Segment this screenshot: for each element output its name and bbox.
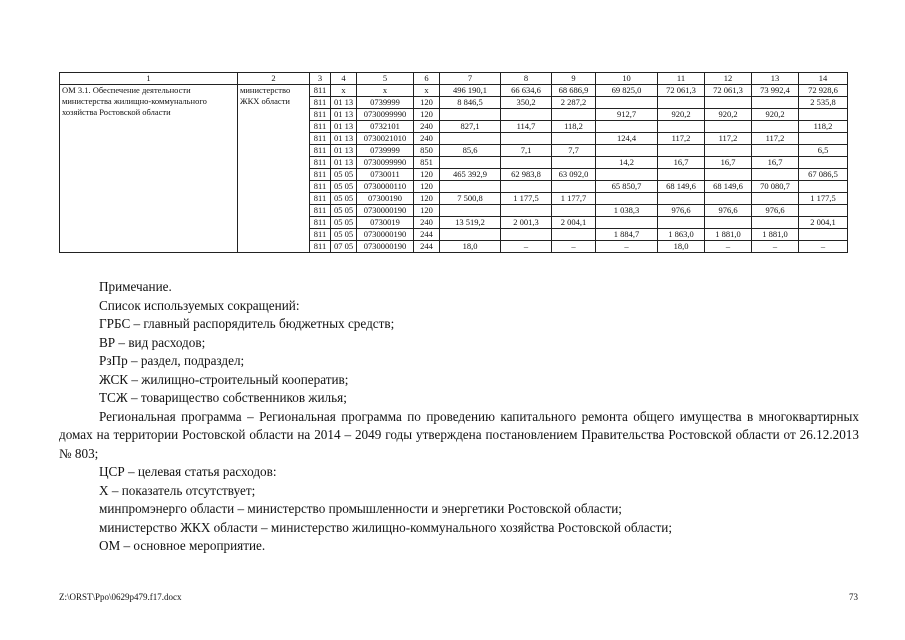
table-cell: 118,2 xyxy=(552,121,596,133)
table-cell: – xyxy=(705,241,752,253)
table-cell: 811 xyxy=(310,157,331,169)
table-cell: 68 686,9 xyxy=(552,85,596,97)
table-cell xyxy=(440,157,501,169)
table-cell: 0730000110 xyxy=(357,181,414,193)
table-cell: 18,0 xyxy=(658,241,705,253)
table-cell: 0739999 xyxy=(357,145,414,157)
table-cell: x xyxy=(357,85,414,97)
table-cell xyxy=(799,205,848,217)
table-cell: 920,2 xyxy=(705,109,752,121)
table-cell: 0730099990 xyxy=(357,157,414,169)
table-cell: – xyxy=(799,241,848,253)
table-cell xyxy=(705,217,752,229)
table-cell: 124,4 xyxy=(596,133,658,145)
table-cell xyxy=(552,157,596,169)
table-cell: 811 xyxy=(310,97,331,109)
budget-table xyxy=(59,72,848,253)
table-cell: 120 xyxy=(414,169,440,181)
header-cell: 5 xyxy=(357,73,414,85)
measure-name-cell: ОМ 3.1. Обеспечение деятельности министерства жилищно-коммунального хозяйства Ростовской области xyxy=(60,85,238,253)
table-cell: 1 884,7 xyxy=(596,229,658,241)
table-cell: 120 xyxy=(414,193,440,205)
table-cell: 05 05 xyxy=(331,229,357,241)
table-cell xyxy=(658,145,705,157)
table-cell xyxy=(596,193,658,205)
table-cell: 240 xyxy=(414,133,440,145)
table-cell: 2 287,2 xyxy=(552,97,596,109)
table-cell: 811 xyxy=(310,133,331,145)
table-cell xyxy=(752,97,799,109)
table-cell: 0739999 xyxy=(357,97,414,109)
table-cell: 2 535,8 xyxy=(799,97,848,109)
table-cell: 811 xyxy=(310,109,331,121)
table-cell: 05 05 xyxy=(331,169,357,181)
table-cell: 240 xyxy=(414,121,440,133)
note-title: Примечание. xyxy=(99,279,172,294)
table-cell xyxy=(705,97,752,109)
table-cell: 07 05 xyxy=(331,241,357,253)
abbreviation-item: ЖСК – жилищно-строительный кооператив; xyxy=(99,371,349,387)
table-cell: x xyxy=(414,85,440,97)
table-cell xyxy=(799,157,848,169)
table-cell: 63 092,0 xyxy=(552,169,596,181)
table-cell xyxy=(501,133,552,145)
table-cell: 244 xyxy=(414,229,440,241)
table-cell: 811 xyxy=(310,193,331,205)
table-cell: 70 080,7 xyxy=(752,181,799,193)
header-cell: 12 xyxy=(705,73,752,85)
table-cell: 811 xyxy=(310,181,331,193)
table-cell: 920,2 xyxy=(658,109,705,121)
abbreviation-item: минпромэнерго области – министерство промышленности и энергетики Ростовской области; xyxy=(99,501,622,516)
table-cell: 01 13 xyxy=(331,145,357,157)
header-cell: 8 xyxy=(501,73,552,85)
table-cell: 68 149,6 xyxy=(658,181,705,193)
table-cell xyxy=(596,169,658,181)
table-cell xyxy=(552,181,596,193)
header-cell: 10 xyxy=(596,73,658,85)
table-cell: 117,2 xyxy=(658,133,705,145)
table-cell: – xyxy=(596,241,658,253)
header-cell: 2 xyxy=(238,73,310,85)
table-cell: 01 13 xyxy=(331,97,357,109)
table-cell xyxy=(658,217,705,229)
table-cell: 350,2 xyxy=(501,97,552,109)
table-cell: 68 149,6 xyxy=(705,181,752,193)
table-cell: 850 xyxy=(414,145,440,157)
table-cell xyxy=(596,217,658,229)
table-cell xyxy=(501,229,552,241)
table-cell xyxy=(658,169,705,181)
table-cell: 1 881,0 xyxy=(752,229,799,241)
table-cell: 465 392,9 xyxy=(440,169,501,181)
table-cell: 811 xyxy=(310,229,331,241)
table-cell: 05 05 xyxy=(331,181,357,193)
table-cell: 0730019 xyxy=(357,217,414,229)
table-cell: 07300190 xyxy=(357,193,414,205)
table-cell: 62 983,8 xyxy=(501,169,552,181)
table-cell: 1 038,3 xyxy=(596,205,658,217)
header-cell: 7 xyxy=(440,73,501,85)
table-cell: 1 177,5 xyxy=(501,193,552,205)
table-cell: 13 519,2 xyxy=(440,217,501,229)
table-cell: 72 928,6 xyxy=(799,85,848,97)
table-cell: 8 846,5 xyxy=(440,97,501,109)
table-cell: 912,7 xyxy=(596,109,658,121)
table-cell: 240 xyxy=(414,217,440,229)
table-cell xyxy=(705,121,752,133)
table-cell xyxy=(596,121,658,133)
table-cell: 73 992,4 xyxy=(752,85,799,97)
table-cell: 05 05 xyxy=(331,193,357,205)
table-cell xyxy=(658,121,705,133)
abbreviation-item: Х – показатель отсутствует; xyxy=(99,482,256,498)
table-cell: 6,5 xyxy=(799,145,848,157)
table-cell: 0732101 xyxy=(357,121,414,133)
table-cell xyxy=(752,145,799,157)
table-header-row xyxy=(60,73,848,85)
table-cell xyxy=(752,217,799,229)
table-cell: 976,6 xyxy=(658,205,705,217)
table-cell xyxy=(596,97,658,109)
header-cell: 13 xyxy=(752,73,799,85)
table-cell: 1 177,5 xyxy=(799,193,848,205)
table-cell: 1 177,7 xyxy=(552,193,596,205)
table-cell xyxy=(658,97,705,109)
table-cell: 0730000190 xyxy=(357,205,414,217)
table-cell: 851 xyxy=(414,157,440,169)
table-cell: 976,6 xyxy=(752,205,799,217)
table-cell xyxy=(552,133,596,145)
table-cell xyxy=(752,121,799,133)
table-cell: 811 xyxy=(310,85,331,97)
table-cell xyxy=(752,193,799,205)
table-cell xyxy=(440,109,501,121)
table-cell: 01 13 xyxy=(331,133,357,145)
table-cell xyxy=(705,169,752,181)
table-cell: 120 xyxy=(414,97,440,109)
table-cell: 120 xyxy=(414,205,440,217)
table-cell: 66 634,6 xyxy=(501,85,552,97)
abbreviation-item: ОМ – основное мероприятие. xyxy=(99,538,266,553)
table-cell: 72 061,3 xyxy=(705,85,752,97)
abbreviation-item: министерство ЖКХ области – министерство жилищно-коммунального хозяйства Ростовской области; xyxy=(99,519,672,535)
table-cell: 0730021010 xyxy=(357,133,414,145)
table-cell xyxy=(705,145,752,157)
table-cell: 117,2 xyxy=(752,133,799,145)
table-cell xyxy=(501,157,552,169)
table-cell xyxy=(552,109,596,121)
table-row xyxy=(60,85,848,97)
table-cell: 114,7 xyxy=(501,121,552,133)
table-cell xyxy=(501,205,552,217)
table-cell: 01 13 xyxy=(331,121,357,133)
page-number: 73 xyxy=(849,592,858,602)
table-cell xyxy=(596,145,658,157)
table-cell: 01 13 xyxy=(331,157,357,169)
table-cell: 244 xyxy=(414,241,440,253)
header-cell: 14 xyxy=(799,73,848,85)
table-cell: 01 13 xyxy=(331,109,357,121)
table-cell: 7 500,8 xyxy=(440,193,501,205)
table-cell: 2 004,1 xyxy=(552,217,596,229)
table-cell: 0730099990 xyxy=(357,109,414,121)
table-cell: 811 xyxy=(310,145,331,157)
abbreviation-item: Региональная программа – Региональная программа по проведению капитального ремонта общего имущества в многоквартирных домах на территории Ростовской области на 2014 – 2049 годы утверждена постановлением Правительства Ростовской области от 26.12.2013 № 803; xyxy=(59,408,859,461)
file-path-footer: Z:\ORST\Ppo\0629p479.f17.docx xyxy=(59,592,182,602)
table-cell: 05 05 xyxy=(331,217,357,229)
table-cell: 72 061,3 xyxy=(658,85,705,97)
table-cell: 811 xyxy=(310,241,331,253)
table-cell: 118,2 xyxy=(799,121,848,133)
table-cell: 811 xyxy=(310,121,331,133)
table-cell xyxy=(705,193,752,205)
table-cell: 120 xyxy=(414,109,440,121)
table-cell: 16,7 xyxy=(705,157,752,169)
table-cell: 811 xyxy=(310,169,331,181)
abbreviation-item: ТСЖ – товарищество собственников жилья; xyxy=(99,390,347,405)
table-cell: 827,1 xyxy=(440,121,501,133)
table-cell: 16,7 xyxy=(658,157,705,169)
table-cell xyxy=(501,181,552,193)
table-cell: 0730011 xyxy=(357,169,414,181)
header-cell: 4 xyxy=(331,73,357,85)
table-body xyxy=(60,73,848,253)
executor-cell: министерство ЖКХ области xyxy=(238,85,310,253)
table-cell: 811 xyxy=(310,217,331,229)
table-cell: 67 086,5 xyxy=(799,169,848,181)
table-cell: 2 004,1 xyxy=(799,217,848,229)
table-cell xyxy=(501,109,552,121)
header-cell: 9 xyxy=(552,73,596,85)
abbreviation-item: ВР – вид расходов; xyxy=(99,334,206,350)
table-cell: 16,7 xyxy=(752,157,799,169)
table-cell: – xyxy=(501,241,552,253)
table-cell: 920,2 xyxy=(752,109,799,121)
abbreviation-item: ГРБС – главный распорядитель бюджетных средств; xyxy=(99,316,395,331)
table-cell: x xyxy=(331,85,357,97)
abbreviation-item: РзПр – раздел, подраздел; xyxy=(99,353,245,368)
notes-section xyxy=(59,278,859,556)
table-cell: 18,0 xyxy=(440,241,501,253)
table-cell xyxy=(799,181,848,193)
table-cell xyxy=(440,181,501,193)
table-cell: 976,6 xyxy=(705,205,752,217)
table-cell xyxy=(799,109,848,121)
header-cell: 1 xyxy=(60,73,238,85)
table-cell xyxy=(440,205,501,217)
table-cell: 2 001,3 xyxy=(501,217,552,229)
abbreviations-heading: Список используемых сокращений: xyxy=(99,297,300,313)
table-cell xyxy=(440,133,501,145)
abbreviation-item: ЦСР – целевая статья расходов: xyxy=(99,464,277,479)
table-cell: – xyxy=(552,241,596,253)
table-cell: 69 825,0 xyxy=(596,85,658,97)
table-cell: – xyxy=(752,241,799,253)
table-cell: 7,1 xyxy=(501,145,552,157)
table-cell: 1 863,0 xyxy=(658,229,705,241)
table-cell xyxy=(799,133,848,145)
table-cell xyxy=(552,205,596,217)
table-cell xyxy=(752,169,799,181)
table-cell xyxy=(552,229,596,241)
header-cell: 3 xyxy=(310,73,331,85)
table-cell: 1 881,0 xyxy=(705,229,752,241)
table-cell: 85,6 xyxy=(440,145,501,157)
table-cell: 7,7 xyxy=(552,145,596,157)
table-cell: 117,2 xyxy=(705,133,752,145)
table-cell: 0730000190 xyxy=(357,229,414,241)
table-cell: 05 05 xyxy=(331,205,357,217)
table-cell: 811 xyxy=(310,205,331,217)
table-cell xyxy=(799,229,848,241)
table-cell: 0730000190 xyxy=(357,241,414,253)
table-cell xyxy=(658,193,705,205)
table-cell: 496 190,1 xyxy=(440,85,501,97)
table-cell: 65 850,7 xyxy=(596,181,658,193)
header-cell: 11 xyxy=(658,73,705,85)
header-cell: 6 xyxy=(414,73,440,85)
table-cell: 120 xyxy=(414,181,440,193)
table-cell: 14,2 xyxy=(596,157,658,169)
table-cell xyxy=(440,229,501,241)
